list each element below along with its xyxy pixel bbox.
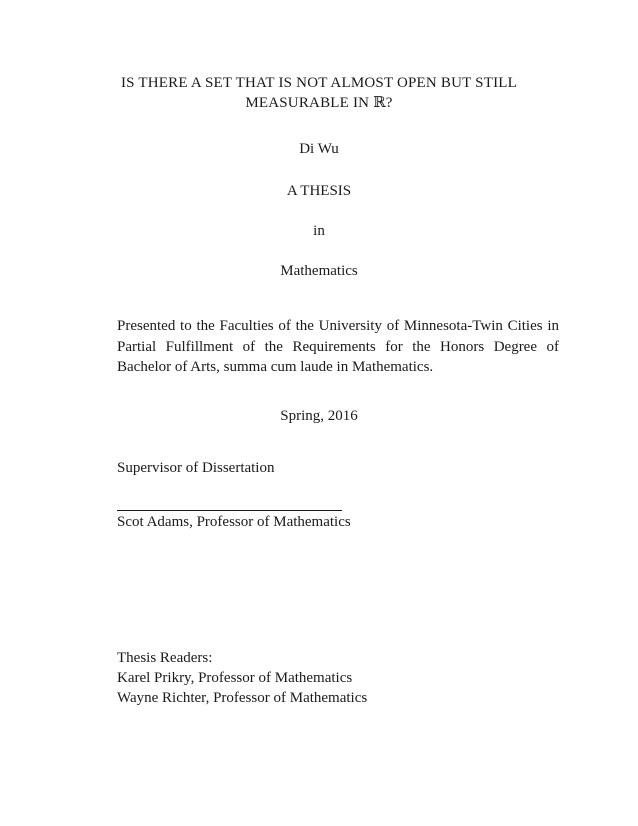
- supervisor-label: Supervisor of Dissertation: [117, 460, 275, 476]
- in-word: in: [313, 223, 325, 239]
- author-name: Di Wu: [299, 141, 339, 157]
- document-type: A THESIS: [286, 183, 352, 199]
- reader-1: Karel Prikry, Professor of Mathematics: [117, 670, 353, 686]
- readers-label: Thesis Readers:: [117, 650, 213, 666]
- thesis-title-line-2: MEASURABLE IN ℝ?: [245, 95, 393, 111]
- thesis-title: [0, 73, 638, 113]
- reader-2: Wayne Richter, Professor of Mathematics: [117, 690, 368, 706]
- submission-date: Spring, 2016: [280, 408, 358, 424]
- supervisor-name: Scot Adams, Professor of Mathematics: [117, 514, 351, 530]
- signature-line: [117, 510, 342, 511]
- presented-statement: Presented to the Faculties of the University of Minnesota-Twin Cities in Partial Fulfillment of the Requirements for the Honors Degree of Bachelor of Arts, summa cum laude in Mathematics.: [117, 318, 559, 375]
- thesis-readers: [117, 648, 367, 708]
- field-of-study: Mathematics: [280, 263, 358, 279]
- thesis-title-line-1: IS THERE A SET THAT IS NOT ALMOST OPEN BUT STILL: [120, 75, 518, 91]
